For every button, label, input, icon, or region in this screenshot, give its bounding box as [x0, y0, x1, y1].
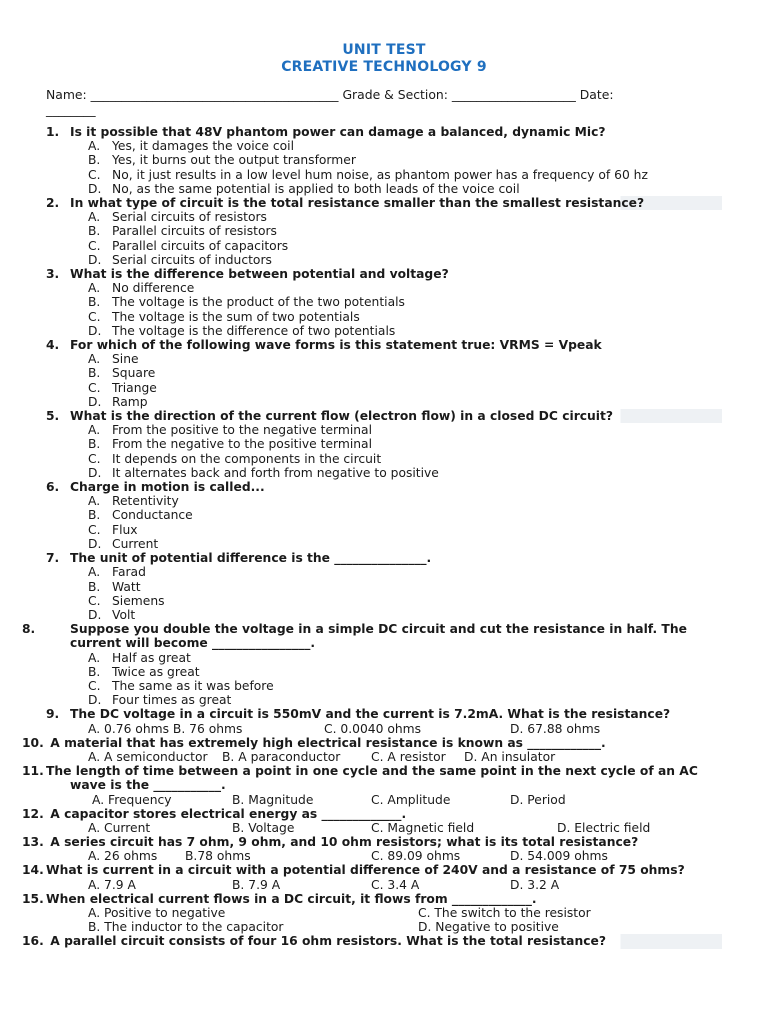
option-10a[interactable]: A. A semiconductor: [88, 749, 208, 764]
option-8c[interactable]: C. The same as it was before: [88, 678, 274, 693]
option-6c[interactable]: C. Flux: [88, 522, 138, 537]
option-10d[interactable]: D. An insulator: [464, 749, 556, 764]
date-field[interactable]: ________: [46, 101, 96, 117]
option-14d[interactable]: D. 3.2 A: [510, 877, 560, 892]
option-1c[interactable]: C. No, it just results in a low level hum noise, as phantom power has a frequency of 60 hz: [88, 167, 648, 182]
option-13c[interactable]: C. 89.09 ohms: [371, 849, 461, 864]
option-11a[interactable]: A. Frequency: [92, 792, 172, 807]
option-10c[interactable]: C. A resistor: [371, 749, 446, 764]
option-12c[interactable]: C. Magnetic field: [371, 820, 475, 835]
option-15a[interactable]: A. Positive to negative: [88, 906, 226, 921]
option-1b[interactable]: B. Yes, it burns out the output transformer: [88, 153, 356, 168]
grade-section-field[interactable]: Grade & Section: ____________________: [342, 87, 576, 102]
option-13d[interactable]: D. 54.009 ohms: [510, 849, 608, 864]
option-10b[interactable]: B. A paraconductor: [222, 749, 341, 764]
date-label: Date:: [579, 87, 614, 102]
title-unit-test: UNIT TEST: [342, 42, 426, 58]
option-4a[interactable]: A. Sine: [88, 352, 139, 367]
question-16: 16. A parallel circuit consists of four 16 ohm resistors. What is the total resistance?: [46, 934, 722, 948]
option-12a[interactable]: A. Current: [88, 820, 151, 835]
option-7a[interactable]: A. Farad: [88, 565, 146, 580]
options-10: [46, 750, 722, 764]
option-11c[interactable]: C. Amplitude: [371, 792, 451, 807]
option-7d[interactable]: D. Volt: [88, 607, 136, 622]
options-3: [46, 281, 722, 338]
option-7c[interactable]: C. Siemens: [88, 593, 165, 608]
options-7: [46, 565, 722, 622]
options-2: [46, 210, 722, 267]
question-7: 7. The unit of potential difference is the _______________.: [46, 551, 432, 566]
question-4: 4. For which of the following wave forms is this statement true: VRMS = Vpeak: [46, 338, 602, 353]
option-4b[interactable]: B. Square: [88, 366, 156, 381]
question-13: 13. A series circuit has 7 ohm, 9 ohm, and 10 ohm resistors; what is its total resistance?: [22, 835, 639, 850]
question-8: 8. Suppose you double the voltage in a simple DC circuit and cut the resistance in half. The current will become ________________.: [22, 622, 687, 651]
question-12: 12. A capacitor stores electrical energy as _____________.: [22, 806, 407, 821]
question-2: 2. In what type of circuit is the total resistance smaller than the smallest resistance?: [46, 196, 722, 210]
options-15-row2: [46, 920, 722, 934]
question-14: 14. What is current in a circuit with a potential difference of 240V and a resistance of 75 ohms?: [22, 863, 685, 878]
option-3d[interactable]: D. The voltage is the difference of two potentials: [88, 323, 396, 338]
options-11: [46, 793, 722, 807]
option-8b[interactable]: B. Twice as great: [88, 664, 200, 679]
option-4d[interactable]: D. Ramp: [88, 394, 148, 409]
option-5a[interactable]: A. From the positive to the negative terminal: [88, 423, 373, 438]
question-3: 3. What is the difference between potential and voltage?: [46, 267, 449, 282]
question-15: 15. When electrical current flows in a DC circuit, it flows from _____________.: [22, 891, 537, 906]
option-11d[interactable]: D. Period: [510, 792, 566, 807]
option-5c[interactable]: C. It depends on the components in the circuit: [88, 451, 382, 466]
options-4: [46, 352, 722, 409]
option-2a[interactable]: A. Serial circuits of resistors: [88, 210, 267, 225]
option-15d[interactable]: D. Negative to positive: [418, 920, 559, 935]
question-11: 11. The length of time between a point in one cycle and the same point in the next cycle of an AC wave is the ___________.: [22, 764, 698, 793]
option-1d[interactable]: D. No, as the same potential is applied to both leads of the voice coil: [88, 181, 520, 196]
name-field[interactable]: Name: ________________________________________: [46, 87, 339, 102]
option-9c[interactable]: C. 0.0040 ohms: [324, 721, 422, 736]
option-9d[interactable]: D. 67.88 ohms: [510, 721, 601, 736]
student-info-line: [46, 88, 722, 103]
option-3b[interactable]: B. The voltage is the product of the two potentials: [88, 295, 405, 310]
option-14b[interactable]: B. 7.9 A: [232, 877, 281, 892]
options-5: [46, 423, 722, 480]
question-10: 10. A material that has extremely high electrical resistance is known as ____________.: [22, 735, 606, 750]
question-list: [22, 125, 722, 949]
options-1: [46, 139, 722, 196]
option-2b[interactable]: B. Parallel circuits of resistors: [88, 224, 277, 239]
question-5: 5. What is the direction of the current flow (electron flow) in a closed DC circuit?: [46, 409, 722, 423]
title-subject: CREATIVE TECHNOLOGY 9: [281, 59, 487, 75]
option-7b[interactable]: B. Watt: [88, 579, 141, 594]
option-8a[interactable]: A. Half as great: [88, 650, 191, 665]
option-6d[interactable]: D. Current: [88, 536, 159, 551]
option-8d[interactable]: D. Four times as great: [88, 693, 232, 708]
option-3c[interactable]: C. The voltage is the sum of two potentials: [88, 309, 360, 324]
options-6: [46, 494, 722, 551]
option-2d[interactable]: D. Serial circuits of inductors: [88, 252, 272, 267]
option-13b[interactable]: B.78 ohms: [185, 849, 251, 864]
option-2c[interactable]: C. Parallel circuits of capacitors: [88, 238, 289, 253]
option-12b[interactable]: B. Voltage: [232, 820, 295, 835]
option-4c[interactable]: C. Triange: [88, 380, 157, 395]
options-14: [46, 878, 722, 892]
option-11b[interactable]: B. Magnitude: [232, 792, 314, 807]
option-13a[interactable]: A. 26 ohms: [88, 849, 158, 864]
option-14a[interactable]: A. 7.9 A: [88, 877, 136, 892]
option-5b[interactable]: B. From the negative to the positive terminal: [88, 437, 373, 452]
option-1a[interactable]: A. Yes, it damages the voice coil: [88, 139, 295, 154]
option-5d[interactable]: D. It alternates back and forth from negative to positive: [88, 465, 439, 480]
option-6a[interactable]: A. Retentivity: [88, 494, 179, 509]
question-9: 9. The DC voltage in a circuit is 550mV and the current is 7.2mA. What is the resistance?: [46, 707, 671, 722]
option-12d[interactable]: D. Electric field: [557, 820, 651, 835]
options-13: [46, 849, 722, 863]
option-3a[interactable]: A. No difference: [88, 281, 195, 296]
option-15c[interactable]: C. The switch to the resistor: [418, 906, 591, 921]
options-9: [46, 722, 722, 736]
option-9ab[interactable]: A. 0.76 ohms B. 76 ohms: [88, 721, 243, 736]
options-15-row1: [46, 906, 722, 920]
options-8: [46, 651, 722, 708]
option-6b[interactable]: B. Conductance: [88, 508, 193, 523]
option-15b[interactable]: B. The inductor to the capacitor: [88, 920, 284, 935]
question-6: 6. Charge in motion is called...: [46, 480, 265, 495]
question-1: 1. Is it possible that 48V phantom power can damage a balanced, dynamic Mic?: [46, 125, 606, 139]
options-12: [46, 821, 722, 835]
option-14c[interactable]: C. 3.4 A: [371, 877, 420, 892]
